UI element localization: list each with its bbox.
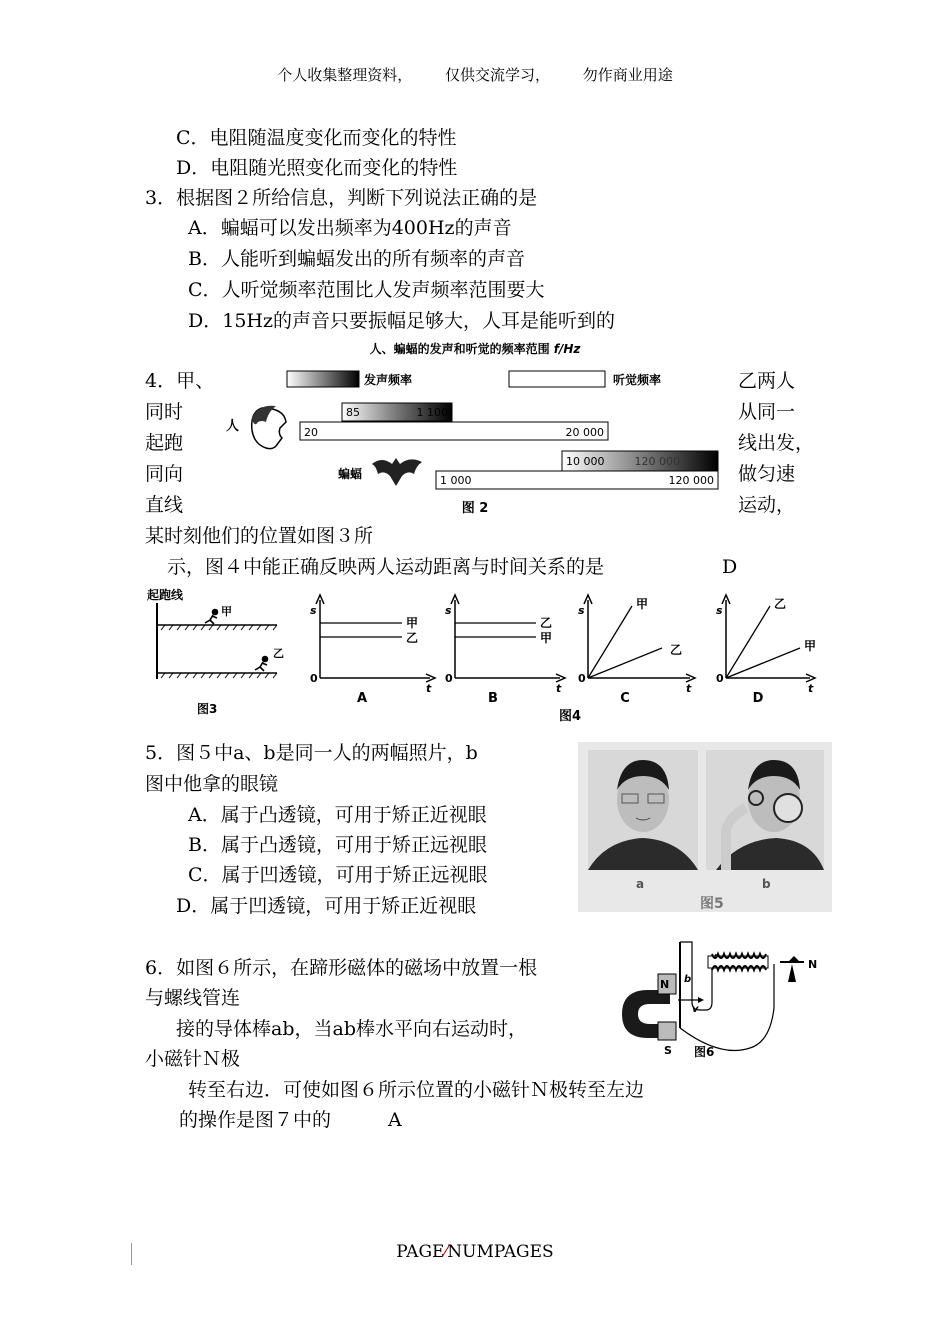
bat-emit-high: 120 000 [634, 455, 680, 468]
footer-separator-icon: ⁄ [444, 1242, 448, 1262]
footer-numpages: NUMPAGES [447, 1242, 554, 1262]
fig4-a-zero: 0 [310, 672, 318, 685]
fig6-s-label: S [664, 1044, 672, 1057]
magnet-pole-s [658, 1022, 676, 1040]
fig4-graph-d [716, 595, 816, 706]
fig2-unit: f/Hz [553, 342, 581, 356]
legend-emit-swatch [287, 371, 359, 387]
q5-stem-2: 图中他拿的眼镜 [145, 773, 279, 795]
fig4-d-label: D [752, 691, 764, 706]
fig4-c-jia: 甲 [636, 597, 649, 611]
q4-right-2: 从同一 [738, 401, 796, 423]
fig4-graph-b [445, 595, 565, 706]
q4-left-2: 同时 [145, 401, 184, 423]
legend-emit-label: 发声频率 [364, 373, 413, 387]
fig4-graph-a [310, 595, 435, 706]
photo-b-label: b [762, 877, 771, 891]
q4-left-3: 起跑 [145, 432, 184, 454]
fig4-d-s: s [716, 604, 723, 617]
figure-6 [612, 938, 827, 1063]
fig4-graph-c [578, 595, 695, 706]
fig6-n-label: N [660, 978, 670, 991]
photo-b [706, 750, 824, 870]
fig4-c-yi: 乙 [670, 643, 683, 657]
fig4-d-zero: 0 [716, 672, 724, 685]
figure-3 [145, 585, 285, 725]
photo-a [588, 750, 698, 870]
q4-left-4: 同向 [145, 463, 184, 485]
q3-option-d: D．15Hz的声音只要振幅足够大，人耳是能听到的 [188, 310, 615, 332]
magnifying-lens-icon [774, 794, 802, 822]
q4-right-1: 乙两人 [738, 370, 796, 392]
runner-yi-icon [255, 657, 268, 672]
fig4-a-jia: 甲 [406, 616, 419, 630]
fig4-b-t: t [556, 682, 562, 695]
legend-hear-swatch [509, 371, 605, 387]
fig4-d-jia: 甲 [804, 639, 817, 653]
fig3-start-line-label: 起跑线 [147, 588, 184, 602]
human-emit-low: 85 [346, 406, 360, 419]
q5-option-d: D．属于凹透镜，可用于矫正近视眼 [176, 895, 477, 917]
q4-answer: D [722, 556, 738, 578]
bat-hear-high: 120 000 [668, 474, 714, 487]
footer-page: PAGE [396, 1242, 445, 1262]
page-footer [0, 1242, 950, 1262]
human-hear-high: 20 000 [565, 426, 604, 439]
fig4-c-zero: 0 [578, 672, 586, 685]
fig4-b-yi: 乙 [540, 616, 553, 630]
fig4-c-label: C [620, 691, 630, 706]
q6-line-4: 小磁针Ｎ极 [145, 1048, 241, 1070]
fig3-jia-label: 甲 [221, 605, 232, 618]
human-label: 人 [226, 419, 240, 434]
fig6-b-label: b [684, 974, 692, 985]
fig6-v-label: v [692, 1004, 699, 1015]
human-hear-low: 20 [304, 426, 318, 439]
solenoid-coil [708, 954, 768, 970]
q3-stem: 3．根据图２所给信息，判断下列说法正确的是 [145, 187, 538, 209]
legend-hear-label: 听觉频率 [613, 373, 662, 387]
bat-hear-low: 1 000 [440, 474, 472, 487]
bat-label: 蝙蝠 [338, 467, 363, 481]
svg-text:人、蝙蝠的发声和听觉的频率范围 f/Hz [370, 341, 582, 356]
q2-option-d: D．电阻随光照变化而变化的特性 [176, 157, 458, 179]
header-text-1: 个人收集整理资料， [277, 66, 413, 84]
q5-option-a: A．属于凸透镜，可用于矫正近视眼 [188, 804, 487, 826]
fig3-caption: 图3 [197, 702, 218, 716]
q2-option-c: C．电阻随温度变化而变化的特性 [176, 127, 457, 149]
q4-right-3: 线出发， [738, 432, 815, 454]
photo-a-label: a [636, 877, 645, 891]
fig4-a-yi: 乙 [406, 631, 419, 645]
fig4-b-zero: 0 [445, 672, 453, 685]
fig2-caption: 图 2 [461, 501, 489, 516]
q6-line-5: 转至右边．可使如图６所示位置的小磁针Ｎ极转至左边 [188, 1079, 645, 1101]
runner-jia-icon [205, 610, 218, 625]
q6-line-1: 6．如图６所示，在蹄形磁体的磁场中放置一根 [145, 957, 538, 979]
fig4-c-t: t [686, 682, 692, 695]
q4-left-5: 直线 [145, 494, 184, 516]
q3-option-a: A．蝙蝠可以发出频率为400Hz的声音 [188, 217, 512, 239]
q5-option-c: C．属于凹透镜，可用于矫正远视眼 [188, 864, 488, 886]
bat-icon [372, 458, 422, 486]
page-header [0, 64, 950, 85]
figure-4 [300, 590, 825, 725]
figure-5 [578, 742, 832, 912]
fig4-d-yi: 乙 [774, 597, 787, 611]
q3-option-b: B．人能听到蝙蝠发出的所有频率的声音 [188, 248, 525, 270]
q4-line-7: 示，图４中能正确反映两人运动距离与时间关系的是 [167, 556, 605, 578]
q5-option-b: B．属于凸透镜，可用于矫正远视眼 [188, 834, 487, 856]
q4-left-1: 4．甲、 [145, 370, 215, 392]
fig4-b-jia: 甲 [540, 631, 553, 645]
header-text-3: 勿作商业用途 [582, 66, 673, 84]
bat-emit-low: 10 000 [566, 455, 605, 468]
figure-2 [220, 338, 730, 520]
fig6-caption: 图6 [694, 1045, 715, 1059]
fig2-title: 人、蝙蝠的发声和听觉的频率范围 [369, 342, 550, 356]
fig4-a-label: A [356, 691, 368, 706]
human-emit-high: 1 100 [416, 406, 448, 419]
q6-line-3: 接的导体棒ab，当ab棒水平向右运动时， [176, 1018, 527, 1040]
fig4-b-label: B [488, 691, 498, 706]
q6-answer: A [388, 1109, 402, 1131]
fig4-b-s: s [445, 604, 452, 617]
q4-right-5: 运动， [738, 494, 796, 516]
human-head-icon [252, 406, 286, 449]
fig4-c-s: s [578, 604, 585, 617]
fig4-a-t: t [426, 682, 432, 695]
fig6-needle-n-label: N [808, 958, 818, 971]
q4-line-6: 某时刻他们的位置如图３所 [145, 525, 374, 547]
q3-option-c: C．人听觉频率范围比人发声频率范围要大 [188, 279, 545, 301]
fig5-caption: 图5 [700, 896, 724, 912]
human-hear-bar [300, 422, 608, 440]
q6-line-6: 的操作是图７中的 [179, 1109, 332, 1131]
fig4-d-t: t [808, 682, 814, 695]
header-text-2: 仅供交流学习， [444, 66, 550, 84]
fig4-a-s: s [310, 604, 317, 617]
q4-right-4: 做匀速 [738, 463, 796, 485]
fig3-yi-label: 乙 [273, 647, 284, 660]
q5-stem-1: 5．图５中a、b是同一人的两幅照片，b [145, 742, 478, 764]
q6-line-2: 与螺线管连 [145, 987, 241, 1009]
compass-needle-icon [780, 956, 804, 982]
fig4-caption: 图4 [558, 709, 582, 724]
